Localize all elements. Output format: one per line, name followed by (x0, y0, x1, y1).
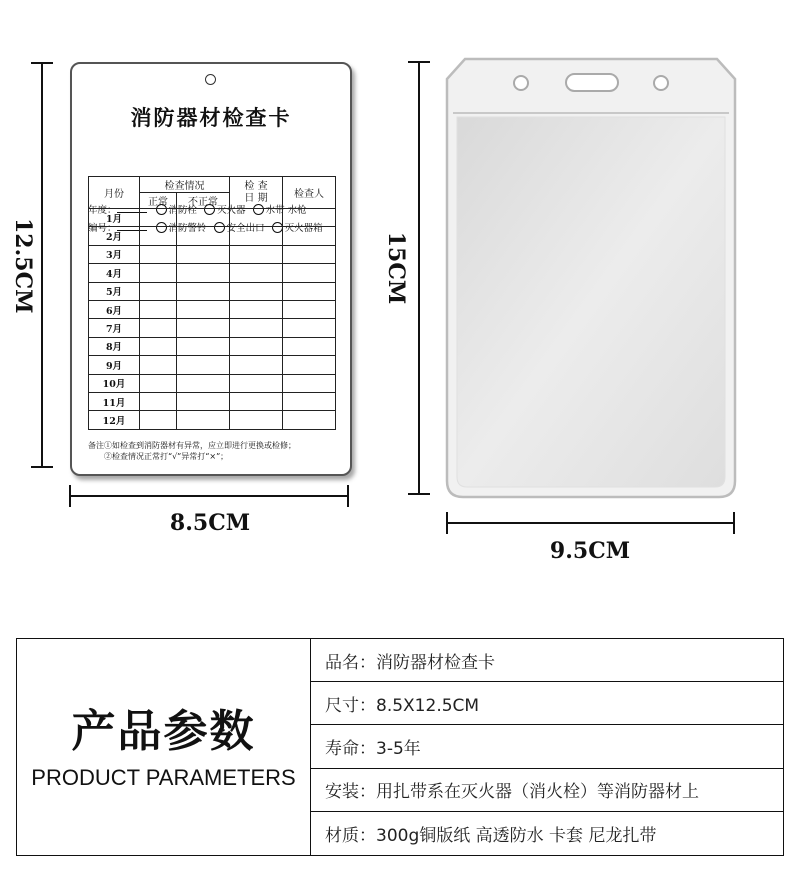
empty-cell (140, 245, 177, 263)
table-row (89, 282, 336, 300)
empty-cell (177, 264, 230, 282)
empty-cell (230, 392, 283, 410)
params-title-cn: 产品参数 (71, 706, 256, 757)
empty-cell (140, 319, 177, 337)
empty-cell (283, 264, 336, 282)
table-row (89, 245, 336, 263)
sleeve-height-label: 15CM (383, 231, 409, 305)
empty-cell (283, 209, 336, 227)
note-line-2: ②检查情况正常打“√”异常打“×”； (104, 452, 229, 461)
empty-cell (283, 300, 336, 318)
param-size: 尺寸：8.5X12.5CM (311, 682, 783, 725)
month-cell: 9月 (89, 356, 140, 374)
year-label: 年度： (88, 205, 117, 216)
empty-cell (140, 337, 177, 355)
empty-cell (230, 245, 283, 263)
sleeve-width-marker (446, 522, 735, 524)
empty-cell (230, 209, 283, 227)
sleeve-width-label: 9.5CM (549, 538, 631, 564)
product-parameters (16, 638, 784, 856)
empty-cell (140, 209, 177, 227)
empty-cell (177, 209, 230, 227)
option-hose: 水带 水枪 (265, 205, 307, 216)
option-alarm-bell: 消防警铃 (168, 223, 207, 234)
empty-cell (283, 337, 336, 355)
empty-cell (283, 356, 336, 374)
header-status: 检查情况 (140, 177, 230, 193)
params-rows (311, 639, 783, 855)
note-line-1: 备注①如检查到消防器材有异常，应立即进行更换或检修； (88, 441, 296, 450)
empty-cell (140, 356, 177, 374)
empty-cell (177, 300, 230, 318)
param-lifetime: 寿命：3-5年 (311, 725, 783, 768)
option-hydrant: 消防栓 (168, 205, 198, 216)
empty-cell (230, 319, 283, 337)
number-label: 编号： (88, 223, 117, 234)
card-width-label: 8.5CM (169, 510, 251, 536)
table-row (89, 411, 336, 429)
empty-cell (140, 300, 177, 318)
empty-cell (230, 227, 283, 245)
param-name: 品名：消防器材检查卡 (311, 639, 783, 682)
header-normal: 正常 (140, 193, 177, 209)
empty-cell (283, 374, 336, 392)
empty-cell (140, 411, 177, 429)
params-heading (17, 639, 311, 855)
month-cell: 5月 (89, 282, 140, 300)
params-title-en: PRODUCT PARAMETERS (31, 765, 296, 790)
empty-cell (230, 337, 283, 355)
header-month: 月份 (89, 177, 140, 209)
table-row (89, 227, 336, 245)
empty-cell (230, 264, 283, 282)
table-row (89, 300, 336, 318)
month-cell: 4月 (89, 264, 140, 282)
option-extinguisher: 灭火器 (217, 205, 246, 216)
card-height-marker (41, 62, 43, 468)
empty-cell (177, 411, 230, 429)
empty-cell (230, 356, 283, 374)
empty-cell (140, 392, 177, 410)
table-row (89, 337, 336, 355)
empty-cell (177, 337, 230, 355)
table-row (89, 374, 336, 392)
empty-cell (177, 227, 230, 245)
inspection-card (70, 62, 352, 476)
empty-cell (140, 282, 177, 300)
empty-cell (230, 374, 283, 392)
empty-cell (177, 282, 230, 300)
card-height-label: 12.5CM (10, 218, 36, 314)
card-note (88, 440, 296, 462)
table-row (89, 319, 336, 337)
inspection-table (88, 176, 336, 430)
card-sleeve (445, 57, 737, 499)
month-cell: 12月 (89, 411, 140, 429)
month-cell: 2月 (89, 227, 140, 245)
table-row (89, 264, 336, 282)
card-width-marker (69, 495, 349, 497)
empty-cell (283, 319, 336, 337)
month-cell: 3月 (89, 245, 140, 263)
empty-cell (283, 282, 336, 300)
empty-cell (177, 392, 230, 410)
option-safety-exit: 安全出口 (226, 223, 265, 234)
empty-cell (140, 374, 177, 392)
empty-cell (140, 264, 177, 282)
param-installation: 安装：用扎带系在灭火器（消火栓）等消防器材上 (311, 769, 783, 812)
option-extinguisher-box: 灭火器箱 (284, 223, 323, 234)
month-cell: 10月 (89, 374, 140, 392)
empty-cell (283, 411, 336, 429)
card-title: 消防器材检查卡 (130, 106, 292, 130)
empty-cell (140, 227, 177, 245)
month-cell: 6月 (89, 300, 140, 318)
month-cell: 1月 (89, 209, 140, 227)
empty-cell (177, 356, 230, 374)
month-cell: 7月 (89, 319, 140, 337)
empty-cell (177, 319, 230, 337)
table-row (89, 209, 336, 227)
month-cell: 8月 (89, 337, 140, 355)
empty-cell (283, 392, 336, 410)
empty-cell (230, 282, 283, 300)
header-inspector: 检查人 (283, 177, 336, 209)
empty-cell (230, 411, 283, 429)
empty-cell (283, 245, 336, 263)
header-abnormal: 不正常 (177, 193, 230, 209)
empty-cell (177, 245, 230, 263)
empty-cell (230, 300, 283, 318)
empty-cell (177, 374, 230, 392)
table-row (89, 392, 336, 410)
month-cell: 11月 (89, 392, 140, 410)
sleeve-height-marker (418, 61, 420, 495)
header-date: 检 查 日 期 (230, 177, 283, 209)
empty-cell (283, 227, 336, 245)
card-hole (205, 74, 216, 85)
table-row (89, 356, 336, 374)
param-material: 材质：300g铜版纸 高透防水 卡套 尼龙扎带 (325, 825, 657, 846)
